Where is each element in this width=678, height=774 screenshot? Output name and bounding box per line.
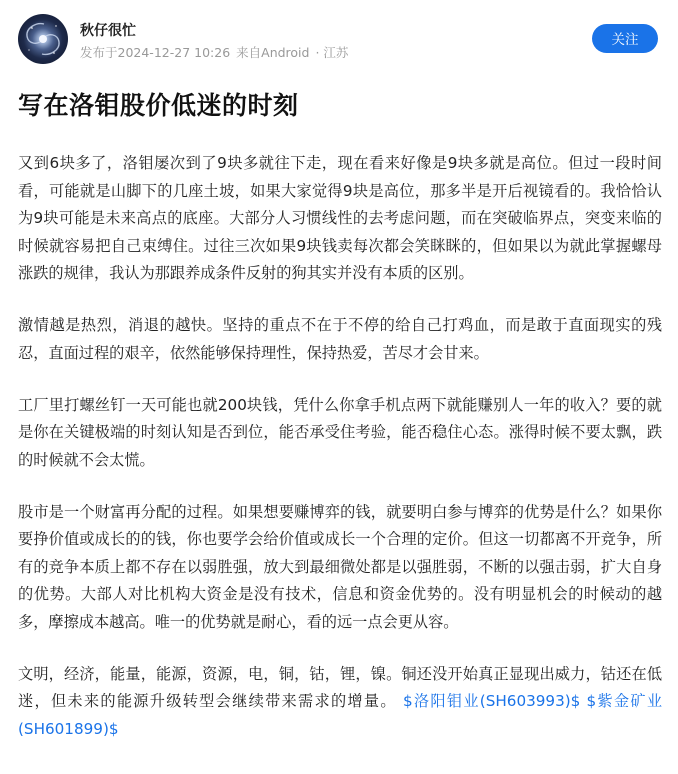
author-name[interactable]: 秋仔很忙 — [80, 23, 136, 39]
stock-tag-luoyang-molybdenum[interactable]: $洛阳钼业(SH603993)$ — [402, 692, 581, 710]
paragraph-text: 文明，经济，能量，能源，资源，电，铜，钴，锂，镍。铜还没开始真正显现出威力，钴还在低迷，但未来的能源升级转型会继续带来需求的增量。 — [18, 664, 662, 710]
publish-time: 发布于2024-12-27 10:26 — [80, 45, 231, 60]
post-title: 写在洛钼股价低迷的时刻 — [18, 91, 299, 120]
paragraph: 股市是一个财富再分配的过程。如果想要赚博弈的钱，就要明白参与博弈的优势是什么？如果你要挣价值或成长的的钱，你也要学会给价值或成长一个合理的定价。但这一切都离不开竞争，所有的竞争本质上都不存在以弱胜强，放大到最细微处都是以强胜弱，不断的以强击弱，扩大自身的优势。大部人对比机构大资金是没有技术，信息和资金优势的。没有明显机会的时候动的越多，摩擦成本越高。唯一的优势就是耐心，看的远一点会更从容。 — [18, 502, 662, 631]
post-meta — [80, 43, 354, 61]
post-body — [18, 150, 662, 768]
paragraph: 工厂里打螺丝钉一天可能也就200块钱，凭什么你拿手机点两下就能赚别人一年的收入？要的就是你在关键极端的时刻认知是否到位，能否承受住考验，能否稳住心态。涨得时候不要太飘，跌的时候就不会太慌。 — [18, 395, 662, 469]
post-source: 来自Android — [236, 45, 310, 60]
post-location: · 江苏 — [315, 45, 349, 60]
paragraph: 激情越是热烈，消退的越快。坚持的重点不在于不停的给自己打鸡血，而是敢于直面现实的残忍，直面过程的艰辛，依然能够保持理性，保持热爱，苦尽才会甘来。 — [18, 316, 662, 362]
paragraph-last — [18, 661, 662, 744]
stock-tag-zijin-mining[interactable]: $紫金矿业(SH601899)$ — [18, 692, 663, 738]
galaxy-icon — [18, 14, 68, 64]
follow-button[interactable]: 关注 — [592, 24, 658, 53]
paragraph: 又到6块多了，洛钼屡次到了9块多就往下走，现在看来好像是9块多就是高位。但过一段时间看，可能就是山脚下的几座土坡，如果大家觉得9块是高位，那多半是开后视镜看的。我恰恰认为9块可能是未来高点的底座。大部分人习惯线性的去考虑问题，而在突破临界点，突变来临的时候就容易把自己束缚住。过往三次如果9块钱卖每次都会笑眯眯的，但如果以为就此掌握螺母涨跌的规律，我认为那跟养成条件反射的狗其实并没有本质的区别。 — [18, 154, 662, 282]
avatar[interactable] — [18, 14, 68, 64]
post-header — [0, 0, 678, 80]
